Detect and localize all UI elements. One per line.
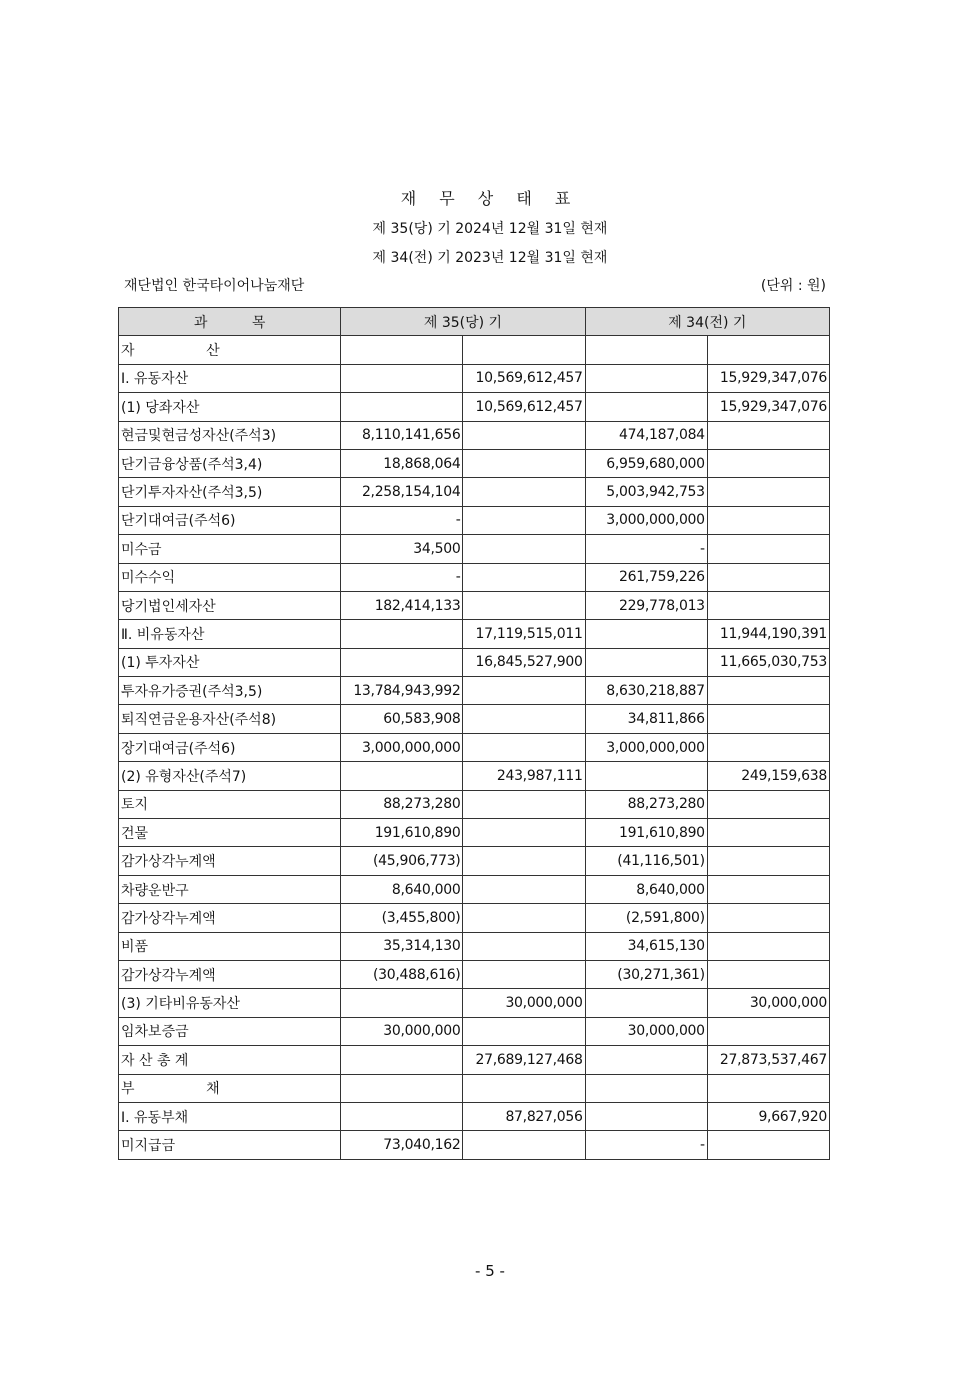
prior-subtotal-amount	[707, 819, 829, 847]
current-subtotal-amount: 16,845,527,900	[463, 648, 585, 676]
table-row	[119, 1017, 830, 1045]
table-row	[119, 421, 830, 449]
prior-subtotal-amount: 11,944,190,391	[707, 620, 829, 648]
table-row	[119, 506, 830, 534]
prior-subtotal-amount	[707, 1074, 829, 1102]
table-row	[119, 478, 830, 506]
prior-detail-amount: 34,811,866	[585, 705, 707, 733]
account-label: (3) 기타비유동자산	[119, 989, 341, 1017]
current-detail-amount	[341, 336, 463, 364]
prior-detail-amount: 3,000,000,000	[585, 506, 707, 534]
table-row	[119, 932, 830, 960]
period-current: 제 35(당) 기 2024년 12월 31일 현재	[372, 221, 608, 237]
current-subtotal-amount	[463, 790, 585, 818]
prior-detail-amount	[585, 393, 707, 421]
prior-subtotal-amount	[707, 960, 829, 988]
current-subtotal-amount	[463, 847, 585, 875]
current-detail-amount: 182,414,133	[341, 591, 463, 619]
current-detail-amount: 88,273,280	[341, 790, 463, 818]
account-label: 자 산 총 계	[119, 1046, 341, 1074]
prior-subtotal-amount	[707, 506, 829, 534]
account-label: 미지급금	[119, 1131, 341, 1159]
account-label: 단기금융상품(주석3,4)	[119, 449, 341, 477]
prior-detail-amount	[585, 620, 707, 648]
current-subtotal-amount	[463, 677, 585, 705]
period-prior: 제 34(전) 기 2023년 12월 31일 현재	[372, 250, 608, 266]
account-label: (1) 당좌자산	[119, 393, 341, 421]
prior-subtotal-amount	[707, 535, 829, 563]
current-detail-amount	[341, 364, 463, 392]
table-row	[119, 677, 830, 705]
table-row	[119, 1131, 830, 1159]
prior-subtotal-amount: 11,665,030,753	[707, 648, 829, 676]
prior-detail-amount: 8,630,218,887	[585, 677, 707, 705]
current-subtotal-amount	[463, 875, 585, 903]
table-row	[119, 535, 830, 563]
current-detail-amount: 18,868,064	[341, 449, 463, 477]
table-row	[119, 563, 830, 591]
current-detail-amount: 30,000,000	[341, 1017, 463, 1045]
prior-subtotal-amount	[707, 336, 829, 364]
prior-subtotal-amount: 9,667,920	[707, 1102, 829, 1130]
current-subtotal-amount: 27,689,127,468	[463, 1046, 585, 1074]
prior-subtotal-amount	[707, 790, 829, 818]
current-detail-amount	[341, 1102, 463, 1130]
account-label: Ⅱ. 비유동자산	[119, 620, 341, 648]
prior-subtotal-amount	[707, 563, 829, 591]
table-row	[119, 847, 830, 875]
prior-detail-amount: 8,640,000	[585, 875, 707, 903]
table-row	[119, 1102, 830, 1130]
current-subtotal-amount	[463, 1074, 585, 1102]
table-row	[119, 989, 830, 1017]
account-label: 비품	[119, 932, 341, 960]
current-subtotal-amount	[463, 421, 585, 449]
current-subtotal-amount	[463, 733, 585, 761]
table-row	[119, 705, 830, 733]
current-detail-amount: 60,583,908	[341, 705, 463, 733]
table-row	[119, 904, 830, 932]
account-label: 차량운반구	[119, 875, 341, 903]
table-row	[119, 733, 830, 761]
current-subtotal-amount	[463, 932, 585, 960]
table-row	[119, 819, 830, 847]
account-label: 임차보증금	[119, 1017, 341, 1045]
prior-subtotal-amount: 27,873,537,467	[707, 1046, 829, 1074]
page-number: - 5 -	[475, 1262, 505, 1280]
prior-detail-amount	[585, 364, 707, 392]
account-label: 단기대여금(주석6)	[119, 506, 341, 534]
account-label: (1) 투자자산	[119, 648, 341, 676]
current-detail-amount: 73,040,162	[341, 1131, 463, 1159]
current-detail-amount: (30,488,616)	[341, 960, 463, 988]
account-label: 건물	[119, 819, 341, 847]
prior-detail-amount: 261,759,226	[585, 563, 707, 591]
table-row	[119, 762, 830, 790]
prior-subtotal-amount	[707, 904, 829, 932]
prior-subtotal-amount	[707, 478, 829, 506]
current-subtotal-amount	[463, 336, 585, 364]
current-detail-amount: 2,258,154,104	[341, 478, 463, 506]
table-row	[119, 620, 830, 648]
prior-detail-amount: -	[585, 1131, 707, 1159]
current-detail-amount	[341, 1046, 463, 1074]
account-label: 토지	[119, 790, 341, 818]
prior-subtotal-amount	[707, 847, 829, 875]
current-detail-amount: 13,784,943,992	[341, 677, 463, 705]
current-detail-amount	[341, 989, 463, 1017]
table-row	[119, 591, 830, 619]
account-label: 부 채	[119, 1074, 341, 1102]
current-detail-amount: (3,455,800)	[341, 904, 463, 932]
current-subtotal-amount	[463, 960, 585, 988]
prior-detail-amount	[585, 1046, 707, 1074]
current-subtotal-amount: 10,569,612,457	[463, 393, 585, 421]
current-subtotal-amount	[463, 904, 585, 932]
current-subtotal-amount: 30,000,000	[463, 989, 585, 1017]
account-label: Ⅰ. 유동부채	[119, 1102, 341, 1130]
table-row	[119, 336, 830, 364]
account-label: 투자유가증권(주석3,5)	[119, 677, 341, 705]
account-label: 감가상각누계액	[119, 847, 341, 875]
prior-subtotal-amount	[707, 591, 829, 619]
prior-detail-amount: 6,959,680,000	[585, 449, 707, 477]
current-subtotal-amount	[463, 1017, 585, 1045]
statement-title: 재 무 상 태 표	[400, 189, 580, 208]
table-row	[119, 1046, 830, 1074]
current-subtotal-amount	[463, 819, 585, 847]
current-subtotal-amount	[463, 449, 585, 477]
current-detail-amount	[341, 762, 463, 790]
prior-subtotal-amount: 15,929,347,076	[707, 364, 829, 392]
prior-detail-amount: 191,610,890	[585, 819, 707, 847]
table-row	[119, 364, 830, 392]
current-detail-amount: (45,906,773)	[341, 847, 463, 875]
current-detail-amount: 8,640,000	[341, 875, 463, 903]
account-label: 미수수익	[119, 563, 341, 591]
prior-subtotal-amount	[707, 932, 829, 960]
balance-sheet-table	[118, 307, 830, 1160]
account-label: 현금및현금성자산(주석3)	[119, 421, 341, 449]
prior-subtotal-amount	[707, 1017, 829, 1045]
account-label: 미수금	[119, 535, 341, 563]
current-subtotal-amount: 243,987,111	[463, 762, 585, 790]
company-name: 재단법인 한국타이어나눔재단	[124, 278, 305, 294]
current-detail-amount: -	[341, 506, 463, 534]
prior-detail-amount: (41,116,501)	[585, 847, 707, 875]
current-subtotal-amount: 17,119,515,011	[463, 620, 585, 648]
prior-detail-amount: 34,615,130	[585, 932, 707, 960]
current-subtotal-amount: 10,569,612,457	[463, 364, 585, 392]
current-detail-amount: 35,314,130	[341, 932, 463, 960]
prior-subtotal-amount	[707, 705, 829, 733]
current-detail-amount: 34,500	[341, 535, 463, 563]
table-row	[119, 1074, 830, 1102]
prior-detail-amount: (2,591,800)	[585, 904, 707, 932]
prior-detail-amount: 5,003,942,753	[585, 478, 707, 506]
account-label: 단기투자자산(주석3,5)	[119, 478, 341, 506]
prior-detail-amount: 30,000,000	[585, 1017, 707, 1045]
account-label: (2) 유형자산(주석7)	[119, 762, 341, 790]
prior-detail-amount	[585, 989, 707, 1017]
prior-subtotal-amount	[707, 875, 829, 903]
prior-detail-amount: 474,187,084	[585, 421, 707, 449]
prior-detail-amount: 3,000,000,000	[585, 733, 707, 761]
account-label: 자 산	[119, 336, 341, 364]
account-label: 장기대여금(주석6)	[119, 733, 341, 761]
table-body	[119, 336, 830, 1159]
prior-subtotal-amount	[707, 677, 829, 705]
current-subtotal-amount	[463, 478, 585, 506]
account-label: 퇴직연금운용자산(주석8)	[119, 705, 341, 733]
prior-detail-amount: 88,273,280	[585, 790, 707, 818]
current-subtotal-amount	[463, 563, 585, 591]
prior-subtotal-amount	[707, 733, 829, 761]
prior-detail-amount	[585, 1102, 707, 1130]
current-detail-amount	[341, 393, 463, 421]
current-subtotal-amount	[463, 705, 585, 733]
current-detail-amount: 3,000,000,000	[341, 733, 463, 761]
prior-detail-amount	[585, 762, 707, 790]
prior-subtotal-amount: 249,159,638	[707, 762, 829, 790]
header-subject: 과 목	[119, 308, 341, 336]
account-label: 당기법인세자산	[119, 591, 341, 619]
current-subtotal-amount	[463, 506, 585, 534]
table-row	[119, 960, 830, 988]
prior-detail-amount: 229,778,013	[585, 591, 707, 619]
current-subtotal-amount: 87,827,056	[463, 1102, 585, 1130]
current-detail-amount: 191,610,890	[341, 819, 463, 847]
account-label: 감가상각누계액	[119, 960, 341, 988]
prior-detail-amount	[585, 1074, 707, 1102]
current-subtotal-amount	[463, 591, 585, 619]
prior-detail-amount	[585, 648, 707, 676]
table-row	[119, 393, 830, 421]
prior-detail-amount: (30,271,361)	[585, 960, 707, 988]
table-row	[119, 790, 830, 818]
current-detail-amount	[341, 648, 463, 676]
account-label: Ⅰ. 유동자산	[119, 364, 341, 392]
account-label: 감가상각누계액	[119, 904, 341, 932]
header-current-period: 제 35(당) 기	[341, 308, 585, 336]
current-subtotal-amount	[463, 535, 585, 563]
table-row	[119, 648, 830, 676]
table-row	[119, 449, 830, 477]
prior-detail-amount: -	[585, 535, 707, 563]
prior-subtotal-amount: 30,000,000	[707, 989, 829, 1017]
unit-label: (단위 : 원)	[760, 278, 826, 294]
prior-subtotal-amount	[707, 1131, 829, 1159]
current-detail-amount: -	[341, 563, 463, 591]
prior-subtotal-amount	[707, 421, 829, 449]
table-row	[119, 875, 830, 903]
current-detail-amount: 8,110,141,656	[341, 421, 463, 449]
table-header-row	[119, 308, 830, 336]
current-subtotal-amount	[463, 1131, 585, 1159]
header-prior-period: 제 34(전) 기	[585, 308, 829, 336]
current-detail-amount	[341, 620, 463, 648]
current-detail-amount	[341, 1074, 463, 1102]
prior-subtotal-amount	[707, 449, 829, 477]
prior-detail-amount	[585, 336, 707, 364]
prior-subtotal-amount: 15,929,347,076	[707, 393, 829, 421]
